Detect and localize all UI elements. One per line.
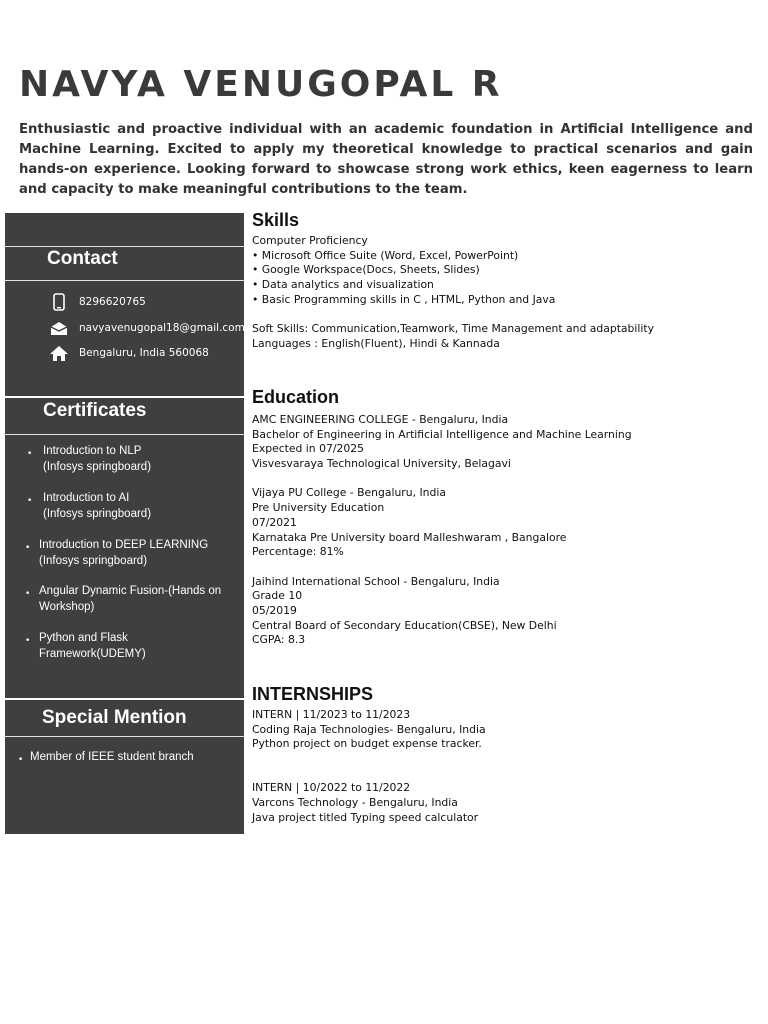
certificate-item: Angular Dynamic Fusion-(Hands on Workshop) xyxy=(39,585,222,613)
divider xyxy=(5,434,244,435)
email-address: navyavenugopal18@gmail.com xyxy=(79,322,245,334)
phone-number: 8296620765 xyxy=(79,296,146,308)
certificate-item: Python and Flask Framework(UDEMY) xyxy=(39,632,146,660)
contact-address xyxy=(49,344,209,362)
divider xyxy=(5,698,244,700)
sidebar xyxy=(5,213,244,834)
divider xyxy=(5,736,244,737)
bullet-icon: • xyxy=(27,449,33,459)
skills-heading: Skills xyxy=(252,210,300,230)
divider xyxy=(5,280,244,281)
internships-list: INTERN | 11/2023 to 11/2023 Coding Raja Technologies- Bengaluru, India Python project on budget expense tracker. INTERN | 10/2022 to 11/2022 Varcons Technology - Bengaluru, India Java project titled Typing speed calculator xyxy=(252,708,486,824)
candidate-name: NAVYA VENUGOPAL R xyxy=(19,64,503,105)
email-icon xyxy=(49,319,69,337)
contact-heading: Contact xyxy=(47,248,118,269)
divider xyxy=(5,396,244,398)
contact-phone xyxy=(49,293,146,311)
divider xyxy=(5,246,244,247)
education-heading: Education xyxy=(252,387,340,407)
bullet-icon: • xyxy=(25,543,31,553)
bullet-icon: • xyxy=(25,589,31,599)
bullet-icon: • xyxy=(27,496,33,506)
certificate-item: Introduction to AI (Infosys springboard) xyxy=(43,492,152,520)
certificate-item: Introduction to NLP (Infosys springboard) xyxy=(43,445,152,473)
bullet-icon: • xyxy=(25,636,31,646)
profile-summary: Enthusiastic and proactive individual with an academic foundation in Artificial Intelligence and Machine Learning. Excited to apply my theoretical knowledge to practical scenarios and gain hands-on experience. Looking forward to showcase strong work ethics, keen eagerness to learn and capacity to make meaningful contributions to the team. xyxy=(19,122,753,197)
contact-email xyxy=(49,319,245,337)
education-list: AMC ENGINEERING COLLEGE - Bengaluru, India Bachelor of Engineering in Artificial Intelligence and Machine Learning Expected in 07/2025 Visvesvaraya Technological University, Belagavi Vijaya PU College - Bengaluru, India Pre University Education 07/2021 Karnataka Pre University board Malleshwaram , Bangalore Percentage: 81% Jaihind International School - Bengaluru, India Grade 10 05/2019 Central Board of Secondary Education(CBSE), New Delhi CGPA: 8.3 xyxy=(252,413,632,647)
internships-heading: INTERNSHIPS xyxy=(252,684,374,704)
phone-icon xyxy=(49,293,69,311)
home-icon xyxy=(49,344,69,362)
special-mention-heading: Special Mention xyxy=(42,707,187,728)
bullet-icon: • xyxy=(18,755,24,765)
certificates-heading: Certificates xyxy=(43,400,147,421)
special-mention-item: Member of IEEE student branch xyxy=(30,751,194,763)
certificate-item: Introduction to DEEP LEARNING (Infosys springboard) xyxy=(39,539,209,567)
skills-list: Computer Proficiency • Microsoft Office Suite (Word, Excel, PowerPoint) • Google Workspace(Docs, Sheets, Slides) • Data analytics and visualization • Basic Programming skills in C , HTML, Python and Java Soft Skills: Communication,Teamwork, Time Management and adaptability Languages : English(Fluent), Hindi & Kannada xyxy=(252,234,655,350)
address: Bengaluru, India 560068 xyxy=(79,347,209,359)
